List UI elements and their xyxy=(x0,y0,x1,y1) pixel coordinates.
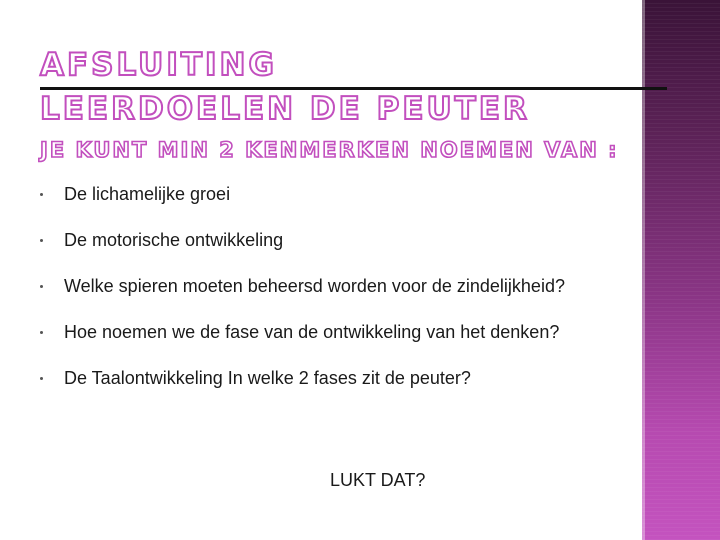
closing-question: LUKT DAT? xyxy=(330,470,426,490)
bullet-text: De motorische ontwikkeling xyxy=(64,230,284,250)
bullet-text: Hoe noemen we de fase van de ontwikkeling van het denken? xyxy=(64,322,560,342)
bullet-dot-icon xyxy=(40,331,43,334)
bullet-dot-icon xyxy=(40,285,43,288)
bullet-text: De lichamelijke groei xyxy=(64,184,231,204)
title-divider xyxy=(40,87,667,90)
bullet-list xyxy=(0,178,600,408)
decorative-side-band xyxy=(642,0,720,540)
slide-title: AFSLUITING xyxy=(40,47,277,83)
bullet-dot-icon xyxy=(40,193,43,196)
bullet-item xyxy=(0,178,600,210)
bullet-item xyxy=(0,316,600,348)
slide-subtitle: JE KUNT MIN 2 KENMERKEN NOEMEN VAN : xyxy=(40,138,619,162)
bullet-item xyxy=(0,224,600,256)
bullet-item xyxy=(0,362,600,394)
bullet-dot-icon xyxy=(40,239,43,242)
slide-title-line-2: LEERDOELEN DE PEUTER xyxy=(40,91,530,127)
bullet-text: Welke spieren moeten beheersd worden voor de zindelijkheid? xyxy=(64,276,565,296)
bullet-text: De Taalontwikkeling In welke 2 fases zit de peuter? xyxy=(64,368,471,388)
bullet-item xyxy=(0,270,600,302)
bullet-dot-icon xyxy=(40,377,43,380)
